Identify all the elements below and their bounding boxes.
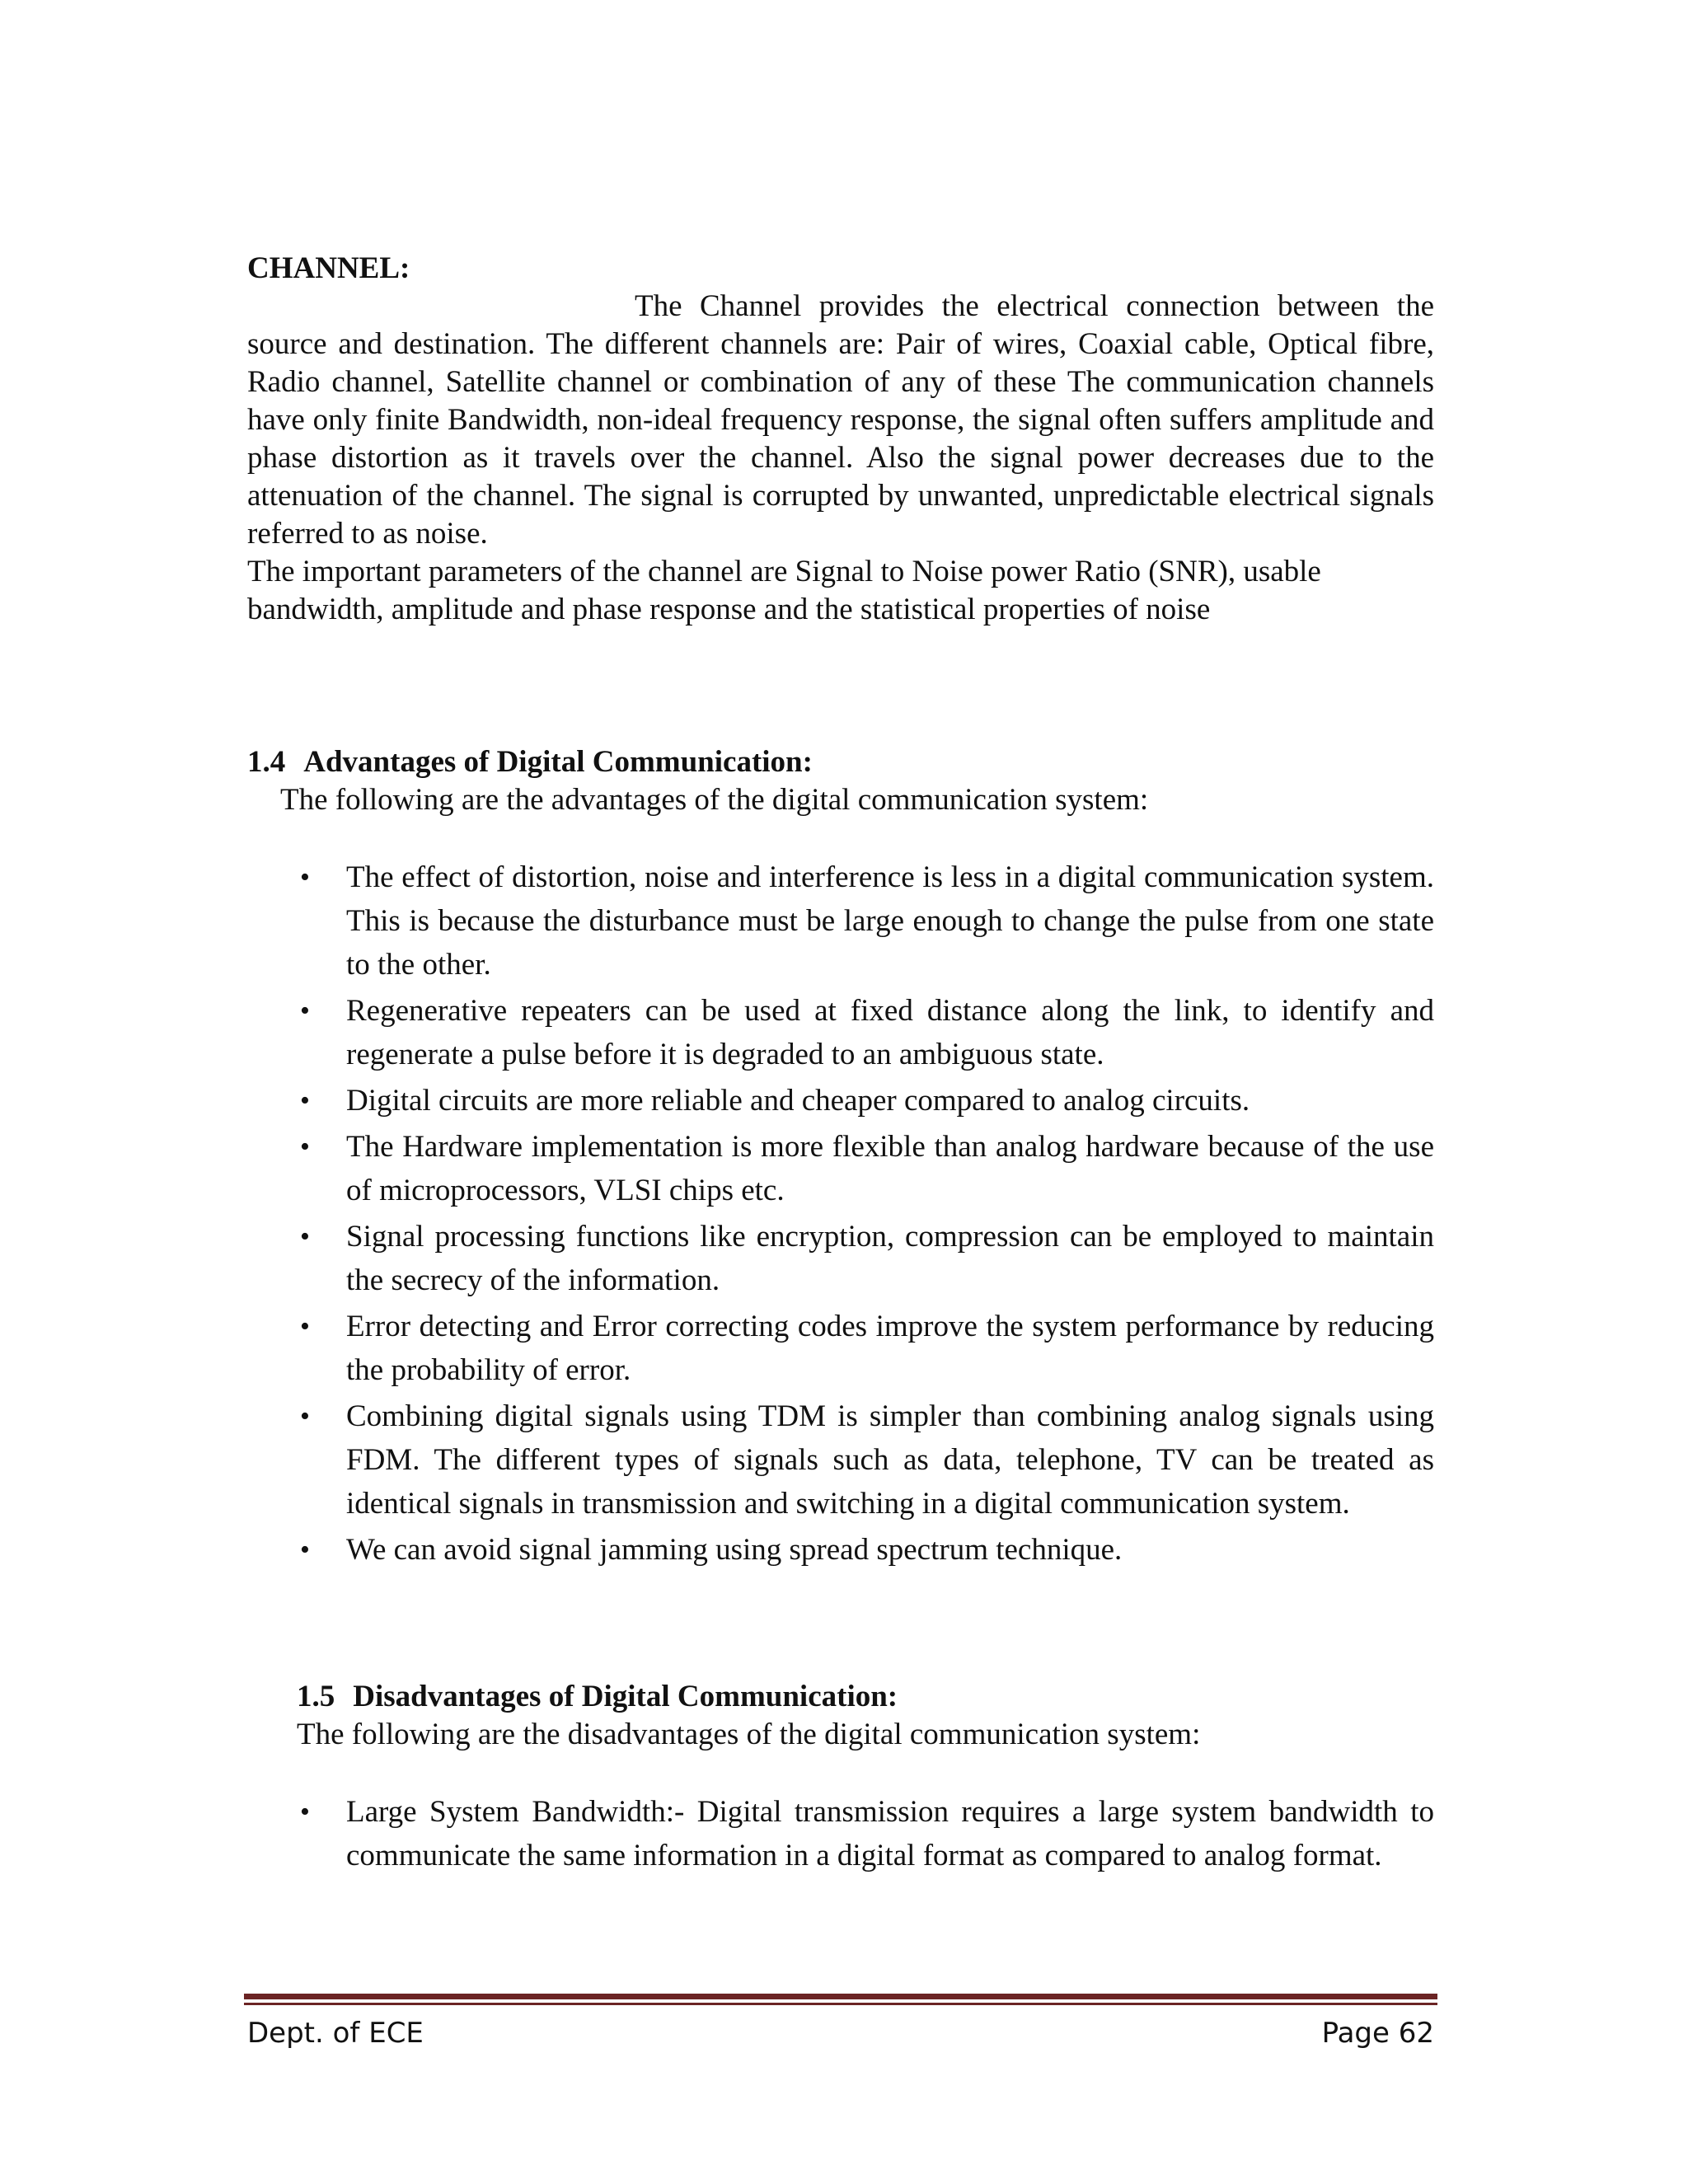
bullet-icon: • xyxy=(300,1311,310,1342)
advantage-item-text: Error detecting and Error correcting codes improve the system performance by reducing the probability of error. xyxy=(346,1310,1434,1387)
bullet-icon: • xyxy=(300,862,310,893)
bullet-icon: • xyxy=(300,1535,310,1565)
disadvantages-list xyxy=(247,1790,1434,1880)
footer-rule-thin xyxy=(244,2003,1437,2005)
advantage-item-text: We can avoid signal jamming using spread spectrum technique. xyxy=(346,1533,1123,1567)
advantage-item xyxy=(247,1528,1434,1572)
section-title: Disadvantages of Digital Communication: xyxy=(353,1680,898,1713)
footer-page-number: Page 62 xyxy=(1321,2017,1434,2050)
section-heading-advantages xyxy=(247,743,813,781)
bullet-icon: • xyxy=(300,1085,310,1116)
advantage-item xyxy=(247,855,1434,987)
channel-heading: CHANNEL: xyxy=(247,251,410,285)
advantage-item xyxy=(247,1215,1434,1302)
advantages-list xyxy=(247,855,1434,1574)
page-footer xyxy=(247,2008,1434,2058)
advantage-item-text: Signal processing functions like encryption, compression can be employed to maintain the secrecy of the information. xyxy=(346,1220,1434,1297)
footer-department: Dept. of ECE xyxy=(247,2017,424,2050)
section-number: 1.5 xyxy=(297,1680,335,1713)
advantage-item xyxy=(247,989,1434,1076)
bullet-icon: • xyxy=(300,996,310,1026)
bullet-icon: • xyxy=(300,1797,310,1827)
channel-paragraph-1: The Channel provides the electrical connection between the source and destination. The different channels are: Pair of wires, Coaxial cable, Optical fibre, Radio channel, Satellite channel or combination of any of these The communication channels have only finite Bandwidth, non-ideal frequency response, the signal often suffers amplitude and phase distortion as it travels over the channel. Also the signal power decreases due to the attenuation of the channel. The signal is corrupted by unwanted, unpredictable electrical signals referred to as noise. xyxy=(247,289,1434,551)
bullet-icon: • xyxy=(300,1221,310,1252)
advantage-item xyxy=(247,1394,1434,1526)
advantage-item xyxy=(247,1125,1434,1212)
section-title: Advantages of Digital Communication: xyxy=(303,745,813,779)
bullet-icon: • xyxy=(300,1132,310,1162)
advantage-item-text: The Hardware implementation is more flexible than analog hardware because of the use of microprocessors, VLSI chips etc. xyxy=(346,1130,1434,1207)
footer-rule xyxy=(244,1994,1437,1999)
disadvantage-item-text: Large System Bandwidth:- Digital transmission requires a large system bandwidth to communicate the same information in a digital format as compared to analog format. xyxy=(346,1795,1434,1872)
disadvantages-lead: The following are the disadvantages of the digital communication system: xyxy=(297,1718,1201,1751)
advantage-item xyxy=(247,1079,1434,1122)
advantage-item-text: Combining digital signals using TDM is simpler than combining analog signals using FDM. The different types of signals such as data, telephone, TV can be treated as identical signals in transmission and switching in a digital communication system. xyxy=(346,1399,1434,1521)
advantage-item-text: Regenerative repeaters can be used at fixed distance along the link, to identify and regenerate a pulse before it is degraded to an ambiguous state. xyxy=(346,994,1434,1071)
disadvantage-item xyxy=(247,1790,1434,1877)
bullet-icon: • xyxy=(300,1401,310,1432)
advantage-item xyxy=(247,1305,1434,1392)
section-heading-disadvantages xyxy=(297,1678,898,1716)
advantage-item-text: Digital circuits are more reliable and cheaper compared to analog circuits. xyxy=(346,1084,1250,1118)
section-number: 1.4 xyxy=(247,745,286,779)
advantages-lead: The following are the advantages of the digital communication system: xyxy=(280,783,1149,817)
advantage-item-text: The effect of distortion, noise and interference is less in a digital communication system. This is because the disturbance must be large enough to change the pulse from one state to the other. xyxy=(346,860,1434,982)
channel-paragraph-2: The important parameters of the channel are Signal to Noise power Ratio (SNR), usable bandwidth, amplitude and phase response and the statistical properties of noise xyxy=(247,555,1321,626)
